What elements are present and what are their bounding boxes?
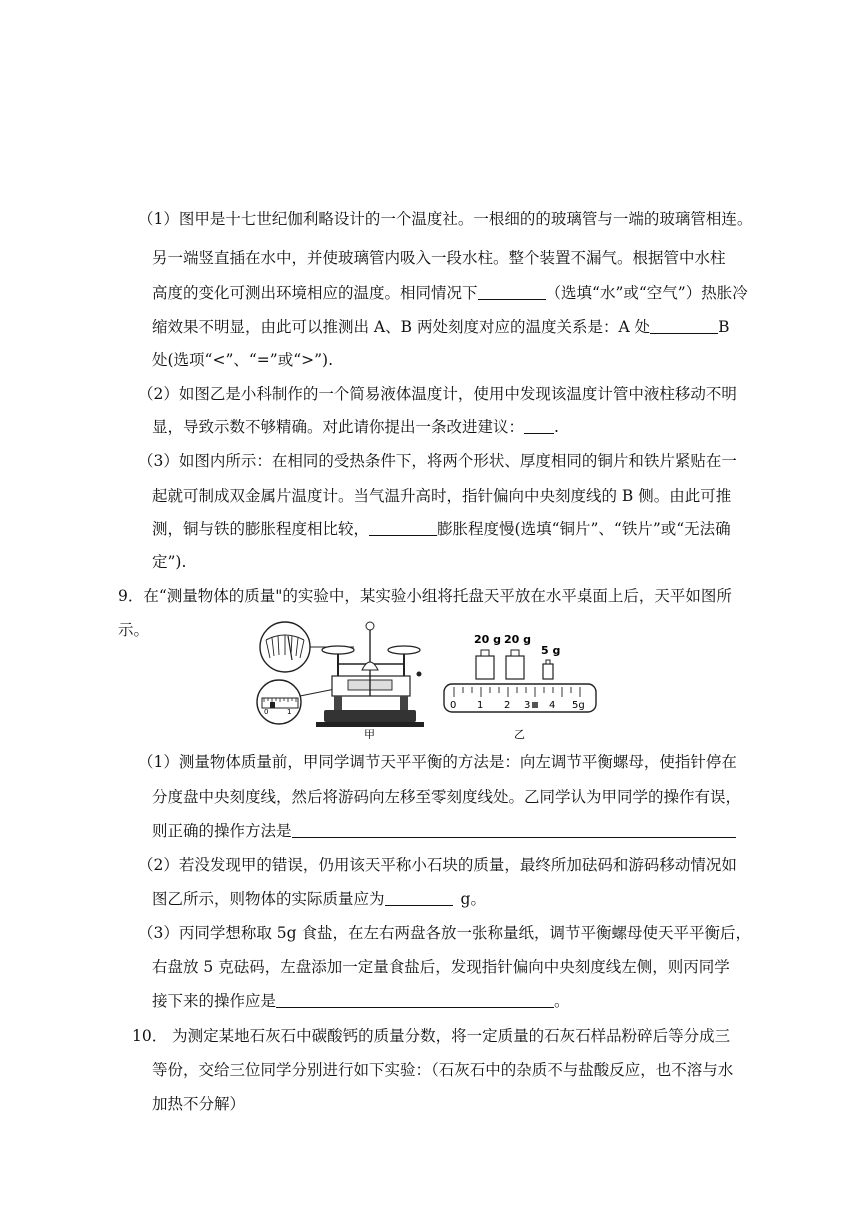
- answer-blank[interactable]: [385, 889, 453, 906]
- q8-p2-line1: （2）如图乙是小科制作的一个简易液体温度计，使用中发现该温度计管中液柱移动不明: [138, 385, 737, 403]
- answer-blank[interactable]: [650, 317, 718, 334]
- q10-line3: 加热不分解）: [152, 1095, 246, 1113]
- ruler-tick-1: 1: [477, 700, 484, 711]
- answer-blank[interactable]: [369, 519, 437, 536]
- svg-text:1: 1: [287, 708, 292, 716]
- answer-blank[interactable]: [478, 283, 546, 300]
- weight-label-3: 5 g: [541, 644, 561, 657]
- q8-p3-line1: （3）如图内所示：在相同的受热条件下，将两个形状、厚度相同的铜片和铁片紧贴在一: [138, 452, 737, 470]
- q9-stem-line1: 9．在“测量物体的质量"的实验中，某实验小组将托盘天平放在水平桌面上后，天平如图所: [118, 587, 732, 605]
- balance-figure: [252, 614, 602, 739]
- ruler-tick-5: 5g: [572, 700, 585, 711]
- dial-magnifier: [260, 622, 310, 672]
- q9-p3-line2: 右盘放 5 克砝码，左盘添加一定量食盐后，发现指针偏向中央刻度线左侧，则丙同学: [152, 958, 730, 976]
- q10-line1: 10． 为测定某地石灰石中碳酸钙的质量分数，将一定质量的石灰石样品粉碎后等分成三: [132, 1027, 731, 1045]
- q9-p3-line3: 接下来的操作应是 。: [152, 992, 570, 1010]
- ruler-tick-2: 2: [504, 700, 511, 711]
- q9-p1-line3: 则正确的操作方法是: [152, 821, 736, 841]
- ruler-tick-4: 4: [549, 700, 556, 711]
- ruler-tick-3: 3: [524, 700, 531, 711]
- q9-p1-line2: 分度盘中央刻度线，然后将游码向左移至零刻度线处。乙同学认为甲同学的操作有误，: [152, 788, 742, 806]
- figure-label-yi: 乙: [514, 728, 525, 739]
- q9-p3-line1: （3）丙同学想称取 5g 食盐，在左右两盘各放一张称量纸，调节平衡螺母使天平平衡后，: [138, 924, 752, 942]
- svg-text:0: 0: [264, 708, 269, 716]
- q8-p1-line1: （1）图甲是十七世纪伽利略设计的一个温度社。一根细的的玻璃管与一端的玻璃管相连。: [138, 210, 753, 228]
- answer-blank[interactable]: [292, 821, 736, 838]
- q9-stem-line2: 示。: [118, 621, 150, 639]
- q8-p1-line2: 另一端竖直插在水中，并使玻璃管内吸入一段水柱。整个装置不漏气。根据管中水柱: [152, 249, 726, 267]
- ruler-tick-0: 0: [450, 700, 457, 711]
- q8-p1-line3: 高度的变化可测出环境相应的温度。相同情况下 （选填“水”或“空气”）热胀冷: [152, 284, 748, 302]
- q10-line2: 等份，交给三位同学分别进行如下实验：（石灰石中的杂质不与盐酸反应，也不溶与水: [152, 1061, 734, 1079]
- figure-label-jia: 甲: [364, 728, 375, 739]
- q9-p1-line1: （1）测量物体质量前，甲同学调节天平平衡的方法是：向左调节平衡螺母，使指针停在: [138, 753, 737, 771]
- q8-p2-line2: 显，导致示数不够精确。对此请你提出一条改进建议： .: [152, 418, 559, 436]
- q8-p1-line4: 缩效果不明显，由此可以推测出 A、B 两处刻度对应的温度关系是：A 处 B: [152, 318, 730, 336]
- q8-p3-line2: 起就可制成双金属片温度计。当气温升高时，指针偏向中央刻度线的 B 侧。由此可推: [152, 487, 732, 505]
- q8-p3-line3: 测，铜与铁的膨胀程度相比较， 膨胀程度慢(选填“铜片”、“铁片”或“无法确: [152, 520, 731, 538]
- q9-p2-line2: 图乙所示，则物体的实际质量应为 g。: [152, 890, 486, 908]
- weight-label-1: 20 g: [474, 633, 502, 646]
- q8-p1-line5: 处(选项“<”、“=”或“>”).: [152, 351, 334, 369]
- balance: [316, 622, 424, 727]
- ruler: [444, 684, 596, 712]
- answer-blank[interactable]: [276, 991, 554, 1008]
- weights: [474, 633, 560, 679]
- q9-p2-line1: （2）若没发现甲的错误，仍用该天平称小石块的质量，最终所加砝码和游码移动情况如: [138, 856, 737, 874]
- q8-p3-line4: 定”).: [152, 553, 187, 571]
- ruler-magnifier: [257, 680, 301, 724]
- answer-blank[interactable]: [524, 417, 554, 434]
- weight-label-2: 20 g: [504, 633, 532, 646]
